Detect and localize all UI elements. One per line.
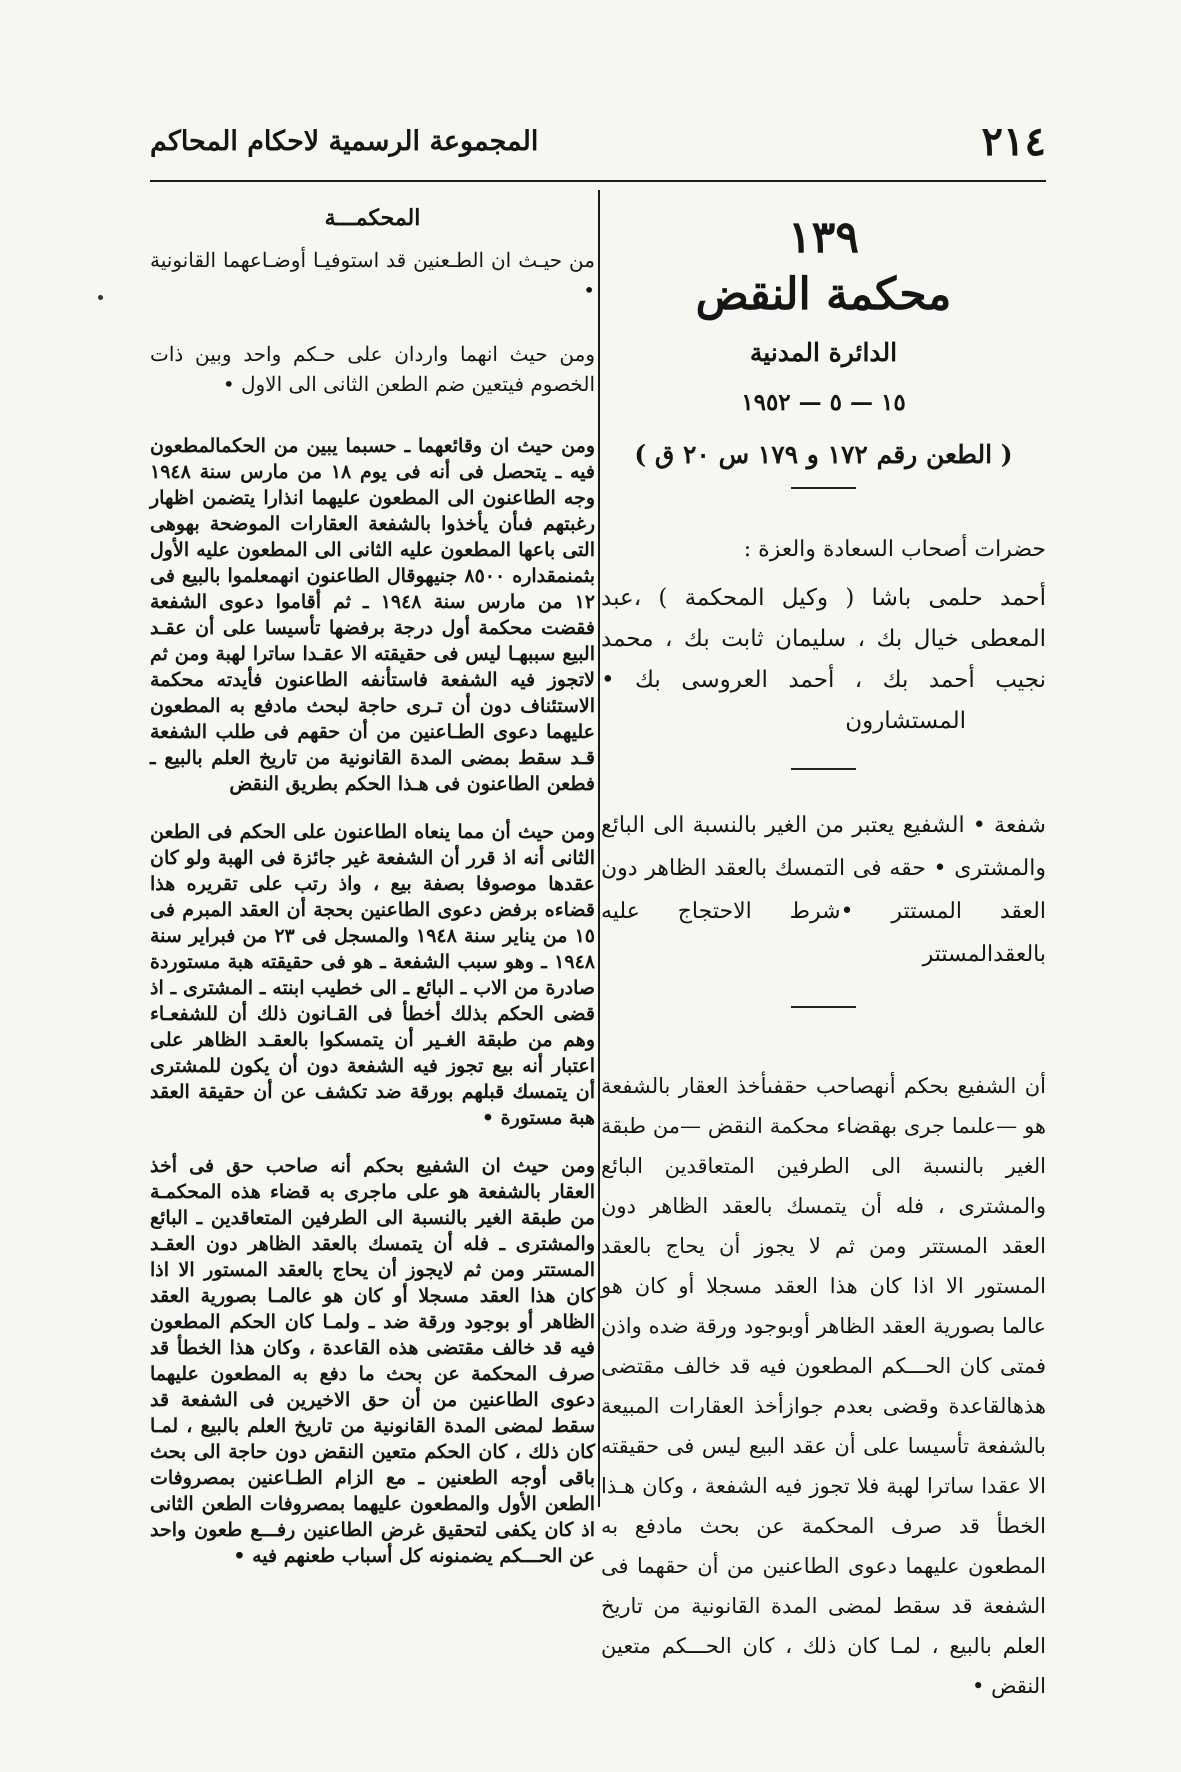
justices-names: أحمد حلمى باشا ( وكيل المحكمة ) ،عبد المعطى خيال بك ، سليمان ثابت بك ، محمد نجيب أحمد بك ، أحمد العروسى بك • bbox=[601, 585, 1046, 693]
page-number: ٢١٤ bbox=[981, 118, 1046, 165]
justices-intro: حضرات أصحاب السعادة والعزة : bbox=[743, 537, 1046, 562]
appeal-reference: ( الطعن رقم ١٧٢ و ١٧٩ س ٢٠ ق ) bbox=[634, 440, 1013, 469]
judgment-column bbox=[150, 205, 595, 1591]
justices-list bbox=[601, 578, 1046, 742]
header-rule bbox=[150, 180, 1046, 182]
short-rule-2 bbox=[791, 768, 856, 770]
judgment-paragraph: ومن حيث أن مما ينعاه الطاعنون على الحكم فى الطعن الثانى أنه اذ قرر أن الشفعة غير جائزة فى الهبة ولو كان عقدها موصوفا بصفة بيع ، واذ رتب على تقريره هذا قضاءه برفض دعوى الطاعنين بحجة أن العقد المبرم فى ١٥ من يناير سنة ١٩٤٨ والمسجل فى ٢٣ من فبراير سنة ١٩٤٨ ـ وهو سبب الشفعة ـ هو فى حقيقته هبة مستوردة صادرة من الاب ـ البائع ـ الى خطيب ابنته ـ المشترى ـ اذ قضى الحكم بذلك أخطأ فى القـانون ذلك أن للشفعـاء وهم من طبقة الغـير أن يتمسكوا بالعقـد الظاهر على اعتبار أنه بيع تجوز فيه الشفعة دون أن يكون للمشترى أن يتمسك قبلهم بورقة ضد تكشف عن أن حقيقة العقد هبة مستورة • bbox=[150, 821, 595, 1129]
circuit-name: الدائرة المدنية bbox=[749, 338, 898, 367]
session-date: ١٥ — ٥ — ١٩٥٢ bbox=[741, 389, 906, 416]
judgment-paragraph: من حيـث ان الطـعنين قد استوفيـا أوضـاعهما القانونية • bbox=[150, 248, 595, 302]
judgment-paragraph: ومن حيث ان الشفيع بحكم أنه صاحب حق فى أخذ العقار بالشفعة هو على ماجرى به قضاء هذه المحكمـة من طبقة الغير بالنسبة الى الطرفين المتعاقدين ـ البائع والمشترى ـ فله أن يتمسك بالعقد الظاهر دون العقـد المستتر ومن ثم لايجوز أن يحاج بالعقد المستور الا اذا كان هذا العقد مسجلا أو كان هو عالمـا بصورية العقد الظاهر أو بوجود ورقة ضد ـ ولمـا كان الحكم المطعون فيه قد خالف مقتضى هذه القاعدة ، وكان هذا الخطأ قد صرف المحكمة عن بحث ما دفع به المطعون عليهما دعوى الطاعنين من أن حق الاخيرين فى الشفعة قد سقط لمضى المدة القانونية من تاريخ العلم بالبيع ، لمـا كان ذلك ، كان الحكم متعين النقض دون حاجة الى بحث باقى أوجه الطعنين ـ مع الزام الطـاعنين بمصروفات الطعن الأول والمطعون عليهما بمصروفات الطعن الثانى اذ كان يكفى لتحقيق غرض الطاعنين رفـــع طعون واحد عن الحـــكم يضمنونه كل أسباب طعنهم فيه • bbox=[150, 1155, 595, 1567]
judgment-paragraph: ومن حيث ان وقائعهما ـ حسبما يبين من الحكمالمطعون فيه ـ يتحصل فى أنه فى يوم ١٨ من مارس سنة ١٩٤٨ وجه الطاعنون الى المطعون عليهما انذارا يتضمن اظهار رغبتهم فىأن يأخذوا بالشفعة العقارات الموضحة بهوهى التى باعها المطعون عليه الثانى الى المطعون عليه الأول بثمنمقداره ٨٥٠٠ جنيهوقال الطاعنون انهمعلموا بالبيع فى ١٢ من مارس سنة ١٩٤٨ ـ ثم أقاموا دعوى الشفعة فقضت محكمة أول درجة برفضها تأسيسا على أن عقـد البيع سببهـا ليس فى حقيقته الا عقـدا ساترا لهبة ومن ثم لاتجوز فيه الشفعة فاستأنفه الطاعنون فأيدته محكمة الاستئناف دون أن تـرى حاجة لبحث مادفع به المطعون عليهما دعوى الطـاعنين من أن حقهم فى طلب الشفعة قـد سقط بمضى المدة القانونية من تاريخ العلم بالبيع ـ فطعن الطاعنون فى هـذا الحكم بطريق النقض bbox=[150, 435, 595, 795]
margin-mark bbox=[98, 295, 103, 300]
judgment-heading: المحكمـــة bbox=[324, 205, 421, 231]
ruling-principle: أن الشفيع بحكم أنهصاحب حقفىأخذ العقار بالشفعة هو —علىما جرى بهقضاء محكمة النقض —من طبقة الغير بالنسبة الى الطرفين المتعاقدين البائع والمشترى ، فله أن يتمسك بالعقد الظاهر دون العقد المستتر ومن ثم لا يجوز أن يحاج بالعقد المستور الا اذا كان هذا العقد مسجلا أو كان هو عالما بصورية العقد الظاهر أوبوجود ورقة ضده واذن فمتى كان الحـــكم المطعون فيه قد خالف مقتضى هذهالقاعدة وقضى بعدم جوازأخذ العقارات المبيعة بالشفعة تأسيسا على أن عقد البيع ليس فى حقيقته الا عقدا ساترا لهبة فلا تجوز فيه الشفعة ، وكان هـذا الخطأ قد صرف المحكمة عن بحث مادفع به المطعون عليهما دعوى الطاعنين من أن حقهما فى الشفعة قد سقط لمضى المدة القانونية من تاريخ العلم بالبيع ، لمـا كان ذلك ، كان الحـــكم متعين النقض • bbox=[601, 1074, 1046, 1698]
column-divider bbox=[598, 190, 600, 1507]
counselors-label: المستشارون bbox=[845, 708, 966, 734]
running-title: المجموعة الرسمية لاحكام المحاكم bbox=[150, 126, 539, 157]
court-name: محكمة النقض bbox=[695, 269, 952, 320]
short-rule-1 bbox=[791, 487, 856, 489]
judgment-paragraph: ومن حيث انهما واردان على حـكم واحد وبين ذات الخصوم فيتعين ضم الطعن الثانى الى الاول • bbox=[150, 342, 595, 396]
case-summary: شفعة • الشفيع يعتبر من الغير بالنسبة الى البائع والمشترى • حقه فى التمسك بالعقد الظاهر دون العقد المستتر •شرط الاحتجاج عليه بالعقدالمستتر bbox=[601, 813, 1046, 967]
running-header bbox=[150, 118, 1046, 170]
case-column bbox=[601, 200, 1046, 1706]
case-number: ١٣٩ bbox=[788, 212, 859, 263]
short-rule-3 bbox=[791, 1006, 856, 1008]
